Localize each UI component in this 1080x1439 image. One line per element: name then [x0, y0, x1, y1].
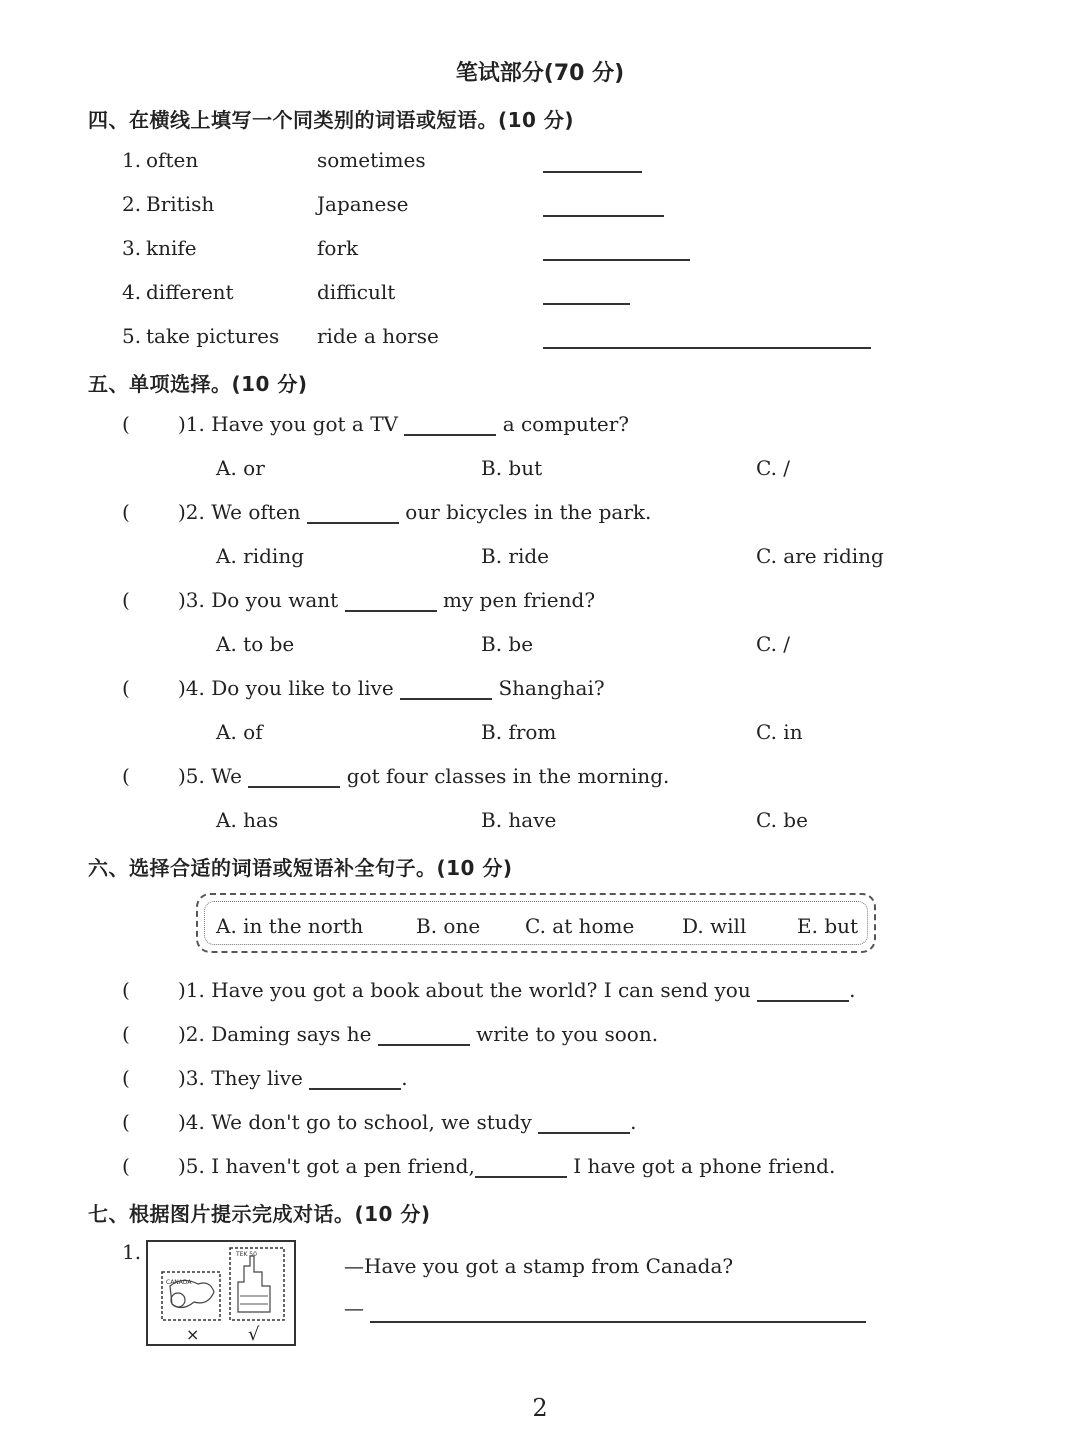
s6-q1-blank[interactable] — [757, 980, 849, 1002]
s6-q5-pre: )5. I haven't got a pen friend, — [178, 1154, 475, 1178]
s6-q5-blank[interactable] — [475, 1156, 567, 1178]
usa-stamp-label: TEK 50 — [236, 1251, 257, 1258]
s5-q3-paren[interactable]: ( — [122, 588, 130, 612]
s5-q2-option-b[interactable]: B. ride — [481, 544, 550, 568]
word-bank-option-a: A. in the north — [216, 914, 364, 938]
s5-q3-post: my pen friend? — [442, 588, 596, 612]
s5-q5-pre: )5. We — [178, 764, 243, 788]
s4-item-2-num: 2. — [122, 192, 142, 216]
s4-item-3-num: 3. — [122, 236, 142, 260]
s5-q2-paren[interactable]: ( — [122, 500, 130, 524]
s5-q4-option-b[interactable]: B. from — [481, 720, 557, 744]
page-number: 2 — [532, 1394, 548, 1422]
s5-q4-option-a[interactable]: A. of — [216, 720, 263, 744]
cross-mark-icon: × — [186, 1325, 200, 1344]
s7-answer-line[interactable] — [370, 1321, 866, 1323]
s5-q1-blank[interactable] — [404, 414, 496, 436]
s6-q2-blank[interactable] — [378, 1024, 470, 1046]
s6-q2-text — [178, 1022, 658, 1046]
s6-q5-post: I have got a phone friend. — [573, 1154, 836, 1178]
check-mark-icon: √ — [248, 1324, 260, 1344]
s6-q3-post: . — [401, 1066, 408, 1090]
s4-item-5-word-a: take pictures — [146, 324, 280, 348]
s6-q5-text — [178, 1154, 835, 1178]
s4-item-2-answer-line[interactable] — [543, 215, 664, 217]
s6-q4-post: . — [630, 1110, 637, 1134]
s6-q4-blank[interactable] — [538, 1112, 630, 1134]
s5-q3-text — [178, 588, 595, 612]
stamp-picture — [146, 1240, 296, 1346]
s4-item-4-word-a: different — [146, 280, 234, 304]
s5-q2-option-c[interactable]: C. are riding — [756, 544, 884, 568]
s5-q3-option-b[interactable]: B. be — [481, 632, 534, 656]
s5-q1-pre: )1. Have you got a TV — [178, 412, 398, 436]
s5-q5-blank[interactable] — [248, 766, 340, 788]
s6-q3-paren[interactable]: ( — [122, 1066, 130, 1090]
stamps-illustration — [148, 1242, 294, 1344]
s5-q2-blank[interactable] — [307, 502, 399, 524]
s5-q3-blank[interactable] — [345, 590, 437, 612]
page-title: 笔试部分(70 分) — [455, 61, 625, 86]
s5-q3-pre: )3. Do you want — [178, 588, 339, 612]
s6-q3-text — [178, 1066, 408, 1090]
s5-q5-text — [178, 764, 669, 788]
s4-item-1-answer-line[interactable] — [543, 171, 642, 173]
s4-item-1-num: 1. — [122, 148, 142, 172]
s6-q2-paren[interactable]: ( — [122, 1022, 130, 1046]
s4-item-4-answer-line[interactable] — [543, 303, 630, 305]
s4-item-5-word-b: ride a horse — [317, 324, 439, 348]
word-bank-option-b: B. one — [416, 914, 481, 938]
s5-q4-paren[interactable]: ( — [122, 676, 130, 700]
s7-item-num: 1. — [122, 1240, 142, 1264]
s4-item-4-word-b: difficult — [317, 280, 396, 304]
s4-item-5-answer-line[interactable] — [543, 347, 871, 349]
s5-q5-option-b[interactable]: B. have — [481, 808, 557, 832]
section-7-heading: 七、根据图片提示完成对话。(10 分) — [88, 1202, 431, 1226]
s6-q1-pre: )1. Have you got a book about the world? I can send you — [178, 978, 751, 1002]
s5-q1-option-c[interactable]: C. / — [756, 456, 791, 480]
section-6-heading: 六、选择合适的词语或短语补全句子。(10 分) — [88, 856, 513, 880]
s5-q3-option-c[interactable]: C. / — [756, 632, 791, 656]
s5-q1-option-b[interactable]: B. but — [481, 456, 543, 480]
s4-item-1-word-b: sometimes — [317, 148, 426, 172]
s6-q4-text — [178, 1110, 636, 1134]
word-bank-option-d: D. will — [682, 914, 747, 938]
s6-q4-pre: )4. We don't go to school, we study — [178, 1110, 532, 1134]
s4-item-2-word-a: British — [146, 192, 215, 216]
section-5-heading: 五、单项选择。(10 分) — [88, 372, 308, 396]
s5-q2-pre: )2. We often — [178, 500, 301, 524]
s5-q1-text — [178, 412, 629, 436]
s4-item-5-num: 5. — [122, 324, 142, 348]
section-4-heading: 四、在横线上填写一个同类别的词语或短语。(10 分) — [88, 108, 575, 132]
word-bank-option-c: C. at home — [525, 914, 635, 938]
s6-q1-paren[interactable]: ( — [122, 978, 130, 1002]
canada-stamp-label: CANADA — [166, 1279, 192, 1286]
word-bank-option-e: E. but — [797, 914, 859, 938]
s4-item-4-num: 4. — [122, 280, 142, 304]
s6-q1-text — [178, 978, 855, 1002]
s5-q4-blank[interactable] — [400, 678, 492, 700]
s6-q3-pre: )3. They live — [178, 1066, 303, 1090]
s6-q2-pre: )2. Daming says he — [178, 1022, 372, 1046]
s5-q1-option-a[interactable]: A. or — [216, 456, 265, 480]
s6-q1-post: . — [849, 978, 856, 1002]
s5-q5-option-a[interactable]: A. has — [216, 808, 279, 832]
s6-q4-paren[interactable]: ( — [122, 1110, 130, 1134]
s6-q3-blank[interactable] — [309, 1068, 401, 1090]
s7-answer-dash: — — [344, 1296, 364, 1320]
s6-q5-paren[interactable]: ( — [122, 1154, 130, 1178]
s5-q4-text — [178, 676, 605, 700]
s4-item-3-answer-line[interactable] — [543, 259, 690, 261]
s5-q5-post: got four classes in the morning. — [346, 764, 670, 788]
s5-q1-post: a computer? — [502, 412, 630, 436]
s5-q5-paren[interactable]: ( — [122, 764, 130, 788]
s5-q4-post: Shanghai? — [498, 676, 605, 700]
s5-q2-option-a[interactable]: A. riding — [216, 544, 304, 568]
s5-q5-option-c[interactable]: C. be — [756, 808, 808, 832]
s5-q4-option-c[interactable]: C. in — [756, 720, 803, 744]
s4-item-2-word-b: Japanese — [317, 192, 409, 216]
s5-q4-pre: )4. Do you like to live — [178, 676, 394, 700]
s5-q2-text — [178, 500, 651, 524]
s4-item-3-word-a: knife — [146, 236, 197, 260]
s4-item-1-word-a: often — [146, 148, 199, 172]
s5-q2-post: our bicycles in the park. — [405, 500, 652, 524]
s7-question: —Have you got a stamp from Canada? — [344, 1254, 734, 1278]
s5-q1-paren[interactable]: ( — [122, 412, 130, 436]
s5-q3-option-a[interactable]: A. to be — [216, 632, 295, 656]
s6-q2-post: write to you soon. — [476, 1022, 659, 1046]
s4-item-3-word-b: fork — [317, 236, 359, 260]
